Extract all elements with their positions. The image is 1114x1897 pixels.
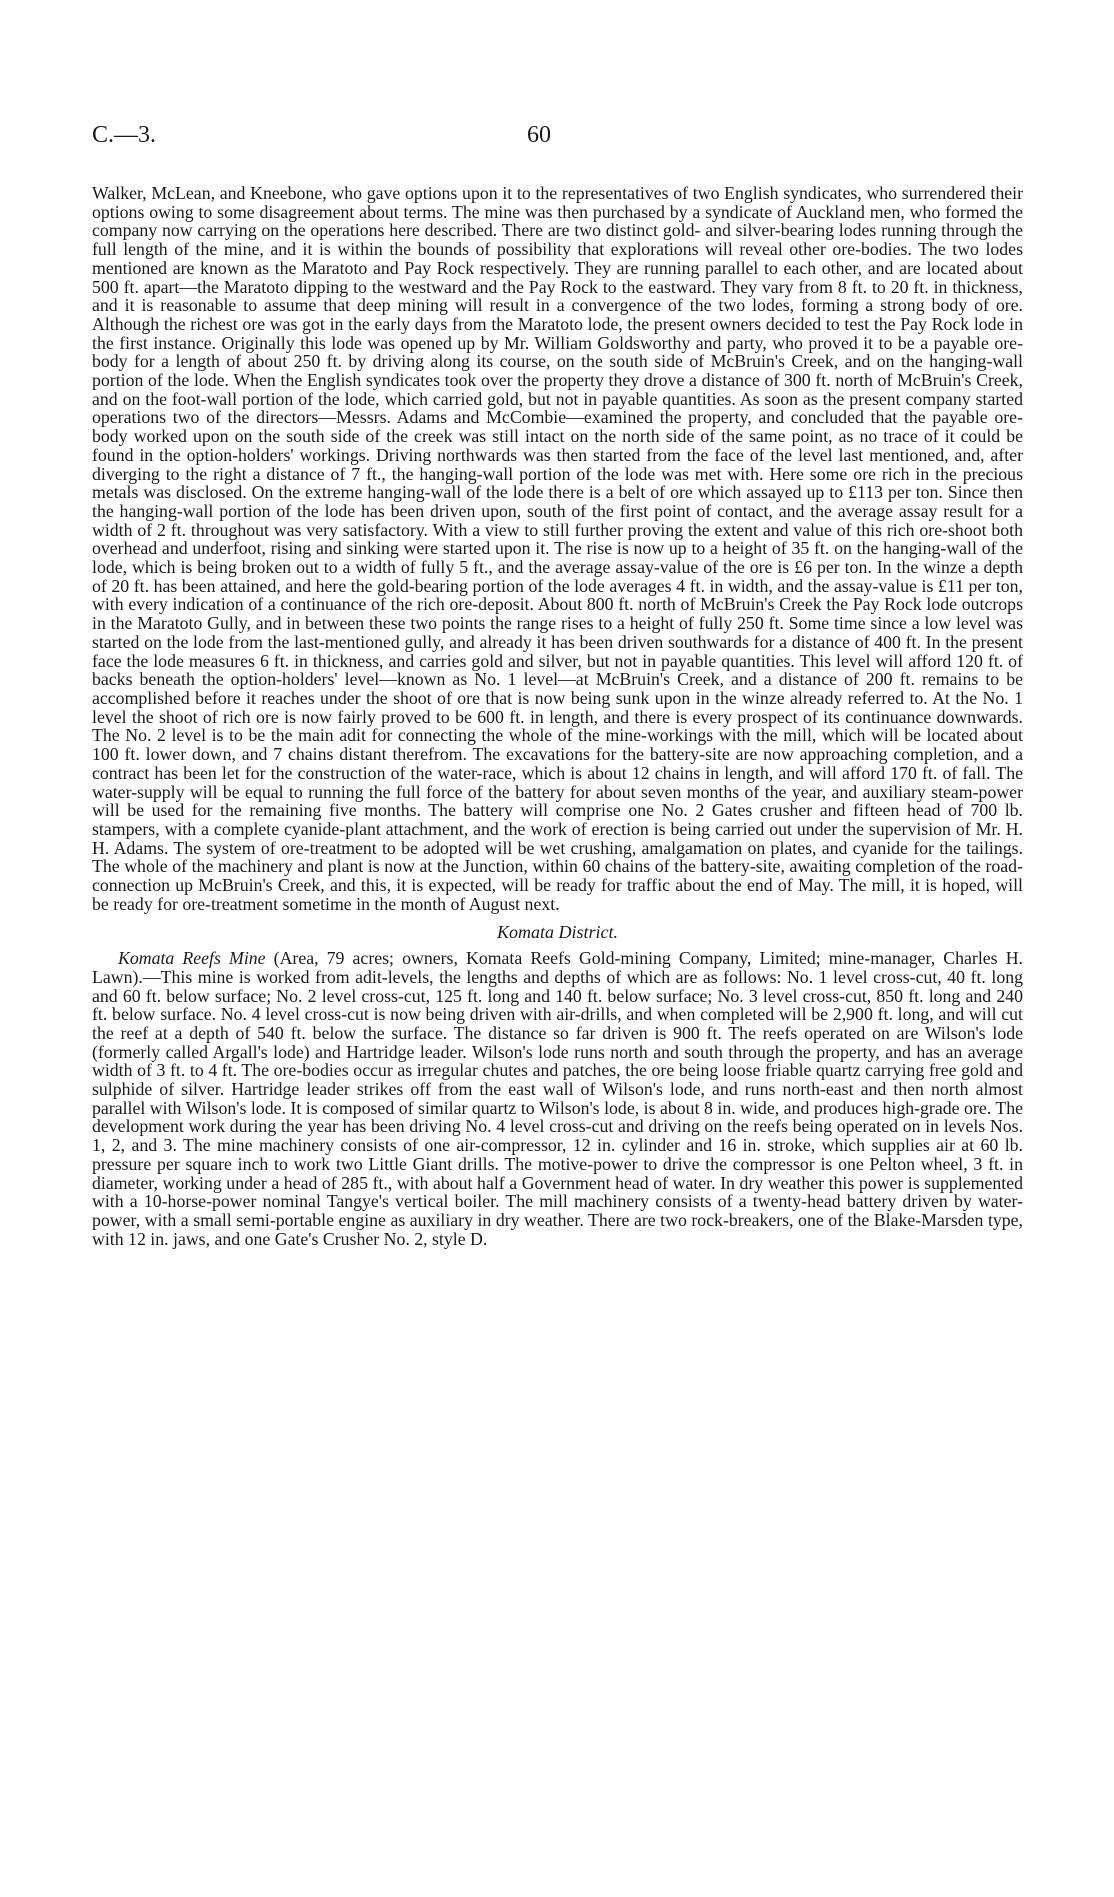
section-heading: Komata District. [496,922,618,943]
komata-reefs-text: (Area, 79 acres; owners, Komata Reefs Gold-mining Company, Limited; mine-manager, Charles H. Lawn).—This mine is worked from adit-levels, the lengths and depths of which are as follows: No. 1 level cross-cut, 40 ft. long and 60 ft. below surface; No. 2 level cross-cut, 125 ft. long and 140 ft. below surface; No. 3 level cross-cut, 850 ft. long and 240 ft. below surface. No. 4 level cross-cut is now being driven with air-drills, and when completed will be 2,900 ft. long, and will cut the reef at a depth of 540 ft. below the surface. The distance so far driven is 900 ft. The reefs operated on are Wilson's lode (formerly called Argall's lode) and Hartridge leader. Wilson's lode runs north and south through the property, and has an average width of 3 ft. to 4 ft. The ore-bodies occur as irregular chutes and patches, the ore being loose friable quartz carrying free gold and sulphide of silver. Hartridge leader strikes off from the east wall of Wilson's lode, and runs north-east and then north almost parallel with Wilson's lode. It is composed of similar quartz to Wilson's lode, is about 8 in. wide, and produces high-grade ore. The development work during the year has been driving No. 4 level cross-cut and driving on the reefs being operated on in levels Nos. 1, 2, and 3. The mine machinery consists of one air-compressor, 12 in. cylinder and 16 in. stroke, which supplies air at 60 lb. pressure per square inch to work two Little Giant drills. The motive-power to drive the compressor is one Pelton wheel, 3 ft. in diameter, working under a head of 285 ft., with about half a Government head of water. In dry weather this power is supplemented with a 10-horse-power nominal Tangye's vertical boiler. The mill machinery consists of a twenty-head battery driven by water-power, with a small semi-portable engine as auxiliary in dry weather. There are two rock-breakers, one of the Blake-Marsden type, with 12 in. jaws, and one Gate's Crusher No. 2, style D. [92,948,1023,1249]
maratoto-paragraph: Walker, McLean, and Kneebone, who gave options upon it to the representatives of two English syndicates, who surrendered their options owing to some disagreement about terms. The mine was then purchased by a syndicate of Auckland men, who formed the company now carrying on the operations here described. There are two distinct gold- and silver-bearing lodes running through the full length of the mine, and it is within the bounds of possibility that explorations will reveal other ore-bodies. The two lodes mentioned are known as the Maratoto and Pay Rock respectively. They are running parallel to each other, and are located about 500 ft. apart—the Maratoto dipping to the westward and the Pay Rock to the eastward. They vary from 8 ft. to 20 ft. in thickness, and it is reasonable to assume that deep mining will result in a convergence of the two lodes, forming a strong body of ore. Although the richest ore was got in the early days from the Maratoto lode, the present owners decided to test the Pay Rock lode in the first instance. Originally this lode was opened up by Mr. William Goldsworthy and party, who proved it to be a payable ore-body for a length of about 250 ft. by driving along its course, on the south side of McBruin's Creek, and on the hanging-wall portion of the lode. When the English syndicates took over the property they drove a distance of 300 ft. north of McBruin's Creek, and on the foot-wall portion of the lode, which carried gold, but not in payable quantities. As soon as the present company started operations two of the directors—Messrs. Adams and McCombie—examined the property, and concluded that the payable ore-body worked upon on the south side of the creek was still intact on the north side of the same point, as no trace of it could be found in the option-holders' workings. Driving northwards was then started from the face of the level last mentioned, and, after diverging to the right a distance of 7 ft., the hanging-wall portion of the lode was met with. Here some ore rich in the precious metals was disclosed. On the extreme hanging-wall of the lode there is a belt of ore which assayed up to £113 per ton. Since then the hanging-wall portion of the lode has been driven upon, south of the first point of contact, and the average assay result for a width of 2 ft. throughout was very satisfactory. With a view to still further proving the extent and value of this rich ore-shoot both overhead and underfoot, rising and sinking were started upon it. The rise is now up to a height of 35 ft. on the hanging-wall of the lode, which is being broken out to a width of fully 5 ft., and the average assay-value of the ore is £6 per ton. In the winze a depth of 20 ft. has been attained, and here the gold-bearing portion of the lode averages 4 ft. in width, and the assay-value is £11 per ton, with every indication of a continuance of the rich ore-deposit. About 800 ft. north of McBruin's Creek the Pay Rock lode outcrops in the Maratoto Gully, and in between these two points the range rises to a height of fully 250 ft. Some time since a low level was started on the lode from the last-mentioned gully, and already it has been driven southwards for a distance of 400 ft. In the present face the lode measures 6 ft. in thickness, and carries gold and silver, but not in payable quantities. This level will afford 120 ft. of backs beneath the option-holders' level—known as No. 1 level—at McBruin's Creek, and a distance of 200 ft. remains to be accomplished before it reaches under the shoot of ore that is now being sunk upon in the winze already referred to. At the No. 1 level the shoot of rich ore is now fairly proved to be 600 ft. in length, and there is every prospect of its continuance downwards. The No. 2 level is to be the main adit for connecting the whole of the mine-workings with the mill, which will be located about 100 ft. lower down, and 7 chains distant therefrom. The excavations for the battery-site are now approaching completion, and a contract has been let for the construction of the water-race, which is about 12 chains in length, and will afford 170 ft. of fall. The water-supply will be equal to running the full force of the battery for about seven months of the year, and auxiliary steam-power will be used for the remaining five months. The battery will comprise one No. 2 Gates crusher and fifteen head of 700 lb. stampers, with a complete cyanide-plant attachment, and the work of erection is being carried out under the supervision of Mr. H. H. Adams. The system of ore-treatment to be adopted will be wet crushing, amalgamation on plates, and cyanide for the tailings. The whole of the machinery and plant is now at the Junction, within 60 chains of the battery-site, awaiting completion of the road-connection up McBruin's Creek, and this, it is expected, will be ready for traffic about the end of May. The mill, it is hoped, will be ready for ore-treatment sometime in the month of August next. [92,183,1023,914]
mine-name: Komata Reefs Mine [118,948,266,969]
komata-reefs-paragraph [92,949,1023,1248]
page-number: 60 [527,122,551,148]
body-text [92,184,1023,1248]
page-header [92,122,1023,162]
document-page [92,122,1023,1248]
document-reference: C.—3. [92,122,157,148]
